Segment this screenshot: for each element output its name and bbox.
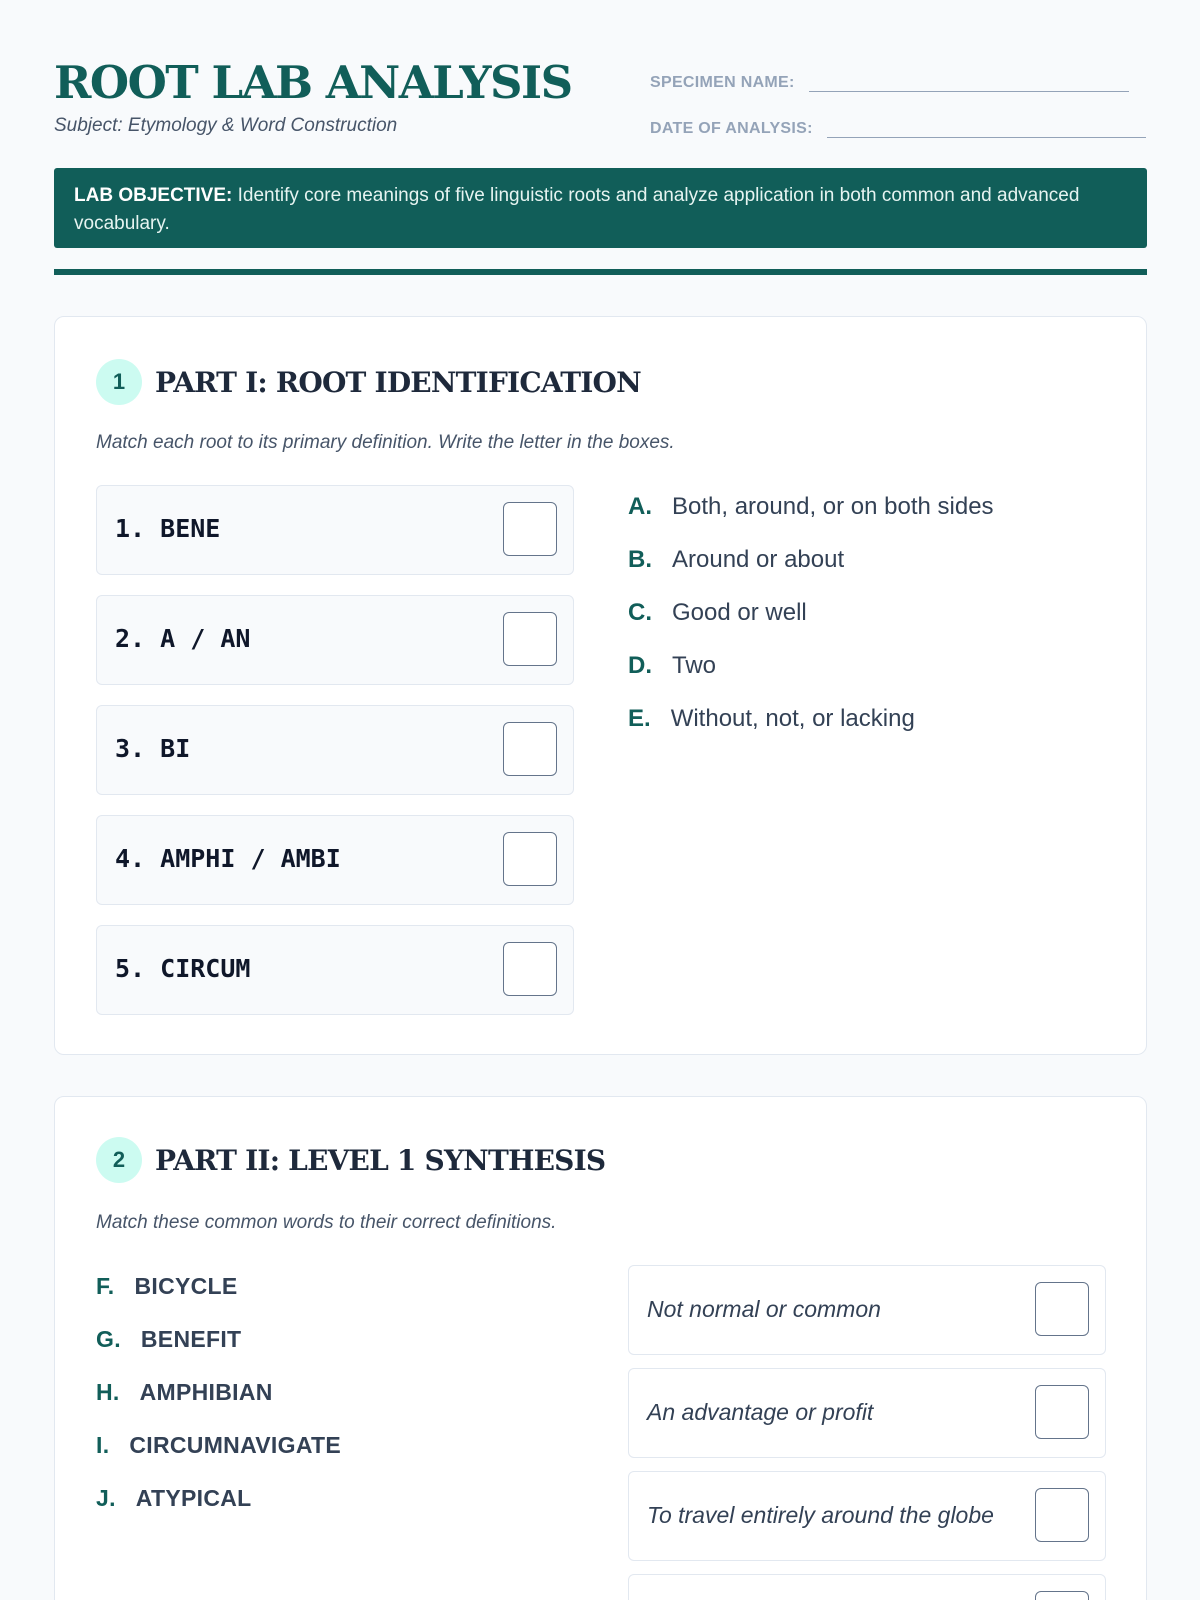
word-definition-item	[628, 1265, 1106, 1355]
root-item	[96, 595, 574, 685]
word-item	[96, 1432, 341, 1459]
part-2-instruction: Match these common words to their correct definitions.	[96, 1212, 557, 1233]
part-2-heading	[96, 1137, 605, 1183]
definition-item	[628, 493, 994, 521]
root-answer-box[interactable]	[503, 722, 557, 776]
page-title: ROOT LAB ANALYSIS	[54, 56, 572, 109]
word-definition-text: Not normal or common	[647, 1296, 881, 1322]
root-label: 1. BENE	[115, 514, 221, 543]
word-item	[96, 1273, 238, 1300]
definition-letter: C.	[628, 599, 652, 626]
definition-letter: D.	[628, 652, 652, 679]
definition-text: Without, not, or lacking	[670, 705, 915, 732]
word-item	[96, 1379, 273, 1406]
header	[54, 0, 1147, 160]
word-text: CIRCUMNAVIGATE	[129, 1432, 342, 1458]
definition-letter: A.	[628, 493, 652, 520]
word-definition-text: An advantage or profit	[647, 1399, 874, 1425]
word-text: ATYPICAL	[135, 1485, 252, 1511]
definition-text: Around or about	[672, 546, 845, 573]
word-letter: G.	[96, 1326, 121, 1352]
part-1-card	[54, 316, 1147, 1055]
word-answer-box[interactable]	[1035, 1591, 1089, 1600]
word-answer-box[interactable]	[1035, 1488, 1089, 1542]
word-text: BENEFIT	[140, 1326, 242, 1352]
part-2-title: PART II: LEVEL 1 SYNTHESIS	[155, 1143, 606, 1177]
root-label: 3. BI	[115, 734, 191, 763]
part-2-number-badge: 2	[96, 1137, 142, 1183]
root-label: 4. AMPHI / AMBI	[115, 844, 341, 873]
definition-letter: B.	[628, 546, 652, 573]
definition-item	[628, 599, 807, 627]
worksheet-page	[54, 0, 1147, 1528]
specimen-name-field[interactable]	[809, 66, 1129, 92]
specimen-name-label: SPECIMEN NAME:	[650, 74, 795, 91]
word-answer-box[interactable]	[1035, 1385, 1089, 1439]
root-label: 2. A / AN	[115, 624, 251, 653]
word-definition-item	[628, 1471, 1106, 1561]
definition-item	[628, 546, 844, 574]
word-answer-box[interactable]	[1035, 1282, 1089, 1336]
definition-text: Two	[672, 652, 717, 679]
word-letter: I.	[96, 1432, 110, 1458]
date-of-analysis-label: DATE OF ANALYSIS:	[650, 120, 813, 137]
root-answer-box[interactable]	[503, 942, 557, 996]
lab-objective-banner	[54, 168, 1147, 248]
word-item	[96, 1485, 252, 1512]
part-1-heading	[96, 359, 641, 405]
word-text: AMPHIBIAN	[139, 1379, 273, 1405]
word-definition-item	[628, 1368, 1106, 1458]
definition-item	[628, 652, 716, 680]
root-item	[96, 485, 574, 575]
part-1-number-badge: 1	[96, 359, 142, 405]
date-of-analysis-field[interactable]	[827, 112, 1146, 138]
lab-objective-text: Identify core meanings of five linguistic roots and analyze application in both common and advanced vocabulary.	[74, 185, 1080, 234]
page-subtitle: Subject: Etymology & Word Construction	[54, 115, 398, 136]
part-1-instruction: Match each root to its primary definition. Write the letter in the boxes.	[96, 432, 675, 453]
lab-objective-label: LAB OBJECTIVE:	[74, 185, 233, 206]
definition-letter: E.	[628, 705, 651, 732]
definition-item	[628, 705, 915, 733]
word-letter: F.	[96, 1273, 115, 1299]
specimen-name-row	[650, 66, 1129, 92]
word-letter: H.	[96, 1379, 120, 1405]
word-letter: J.	[96, 1485, 116, 1511]
root-answer-box[interactable]	[503, 502, 557, 556]
definition-text: Both, around, or on both sides	[672, 493, 994, 520]
root-item	[96, 815, 574, 905]
part-2-card	[54, 1096, 1147, 1600]
root-item	[96, 705, 574, 795]
date-of-analysis-row	[650, 112, 1146, 138]
header-divider	[54, 269, 1147, 275]
root-item	[96, 925, 574, 1015]
root-label: 5. CIRCUM	[115, 954, 251, 983]
root-answer-box[interactable]	[503, 832, 557, 886]
word-item	[96, 1326, 241, 1353]
part-1-title: PART I: ROOT IDENTIFICATION	[155, 365, 641, 399]
definition-text: Good or well	[672, 599, 807, 626]
word-definition-text: To travel entirely around the globe	[647, 1502, 994, 1528]
root-answer-box[interactable]	[503, 612, 557, 666]
word-text: BICYCLE	[134, 1273, 238, 1299]
word-definition-item	[628, 1574, 1106, 1600]
